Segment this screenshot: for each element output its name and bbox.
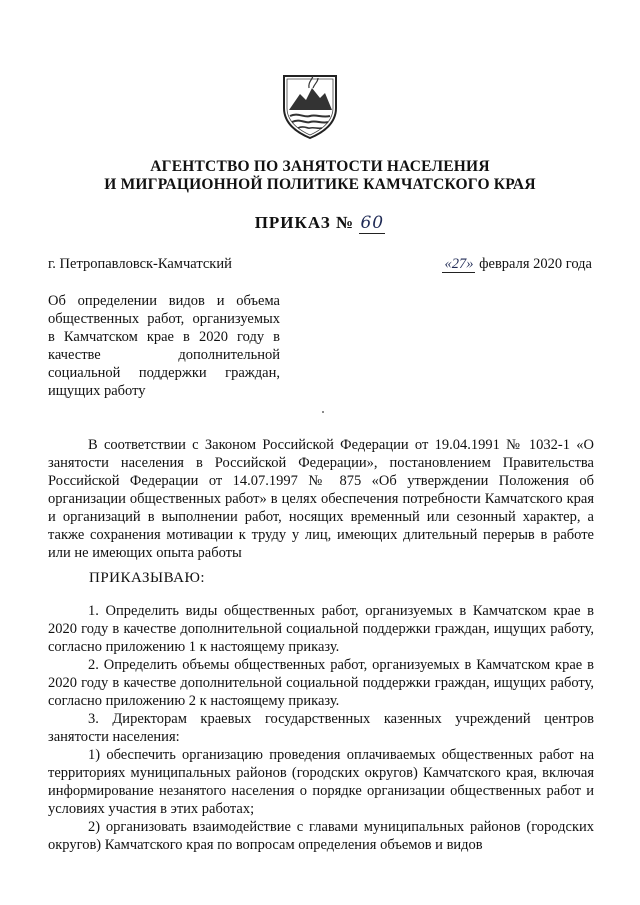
order-item-2: 2. Определить объемы общественных работ, организуемых в Камчатском крае в 2020 году в качестве дополнительной социальной поддержки граждан, ищущих работу, согласно приложению 2 к настоящему приказу.: [48, 657, 594, 709]
document-title: [0, 213, 640, 234]
document-date: [442, 256, 592, 273]
date-month-year: февраля 2020 года: [479, 256, 592, 272]
order-item-1: 1. Определить виды общественных работ, организуемых в Камчатском крае в 2020 году в качестве дополнительной социальной поддержки граждан, ищущих работу, согласно приложению 1 к настоящему приказу.: [48, 603, 594, 655]
order-item-3-2: 2) организовать взаимодействие с главами муниципальных районов (городских округов) Камчатского края по вопросам определения объемов и видов: [48, 819, 594, 853]
order-item-3: 3. Директорам краевых государственных казенных учреждений центров занятости населения:: [48, 711, 594, 745]
organization-name-line-1: АГЕНТСТВО ПО ЗАНЯТОСТИ НАСЕЛЕНИЯ: [150, 158, 490, 175]
order-directive-heading: ПРИКАЗЫВАЮ:: [89, 570, 206, 586]
document-subject: Об определении видов и объема общественных работ, организуемых в Камчатском крае в 2020 году в качестве дополнительной социальной поддержки граждан, ищущих работу: [48, 293, 280, 399]
organization-name-line-2: И МИГРАЦИОННОЙ ПОЛИТИКЕ КАМЧАТСКОГО КРАЯ: [104, 176, 536, 193]
date-day: «27»: [444, 256, 474, 272]
order-item-3-1: 1) обеспечить организацию проведения оплачиваемых общественных работ на территориях муниципальных районов (городских округов) Камчатского края, включая информирование незанятого населения о порядке организации общественных работ и условиях участия в этих работах;: [48, 747, 594, 817]
order-number: 60: [360, 213, 385, 233]
city: г. Петропавловск-Камчатский: [48, 256, 232, 272]
title-label: ПРИКАЗ №: [254, 213, 355, 232]
kamchatka-coat-of-arms-icon: [278, 70, 342, 140]
scan-speck: [322, 411, 324, 413]
preamble-paragraph: В соответствии с Законом Российской Федерации от 19.04.1991 № 1032-1 «О занятости населения в Российской Федерации», постановлением Правительства Российской Федерации от 14.07.1997 № 875 «Об утверждении Положения об организации общественных работ» в целях обеспечения потребности Камчатского края и организаций в выполнении работ, носящих временный или сезонный характер, а также сохранения мотивации к труду у лиц, имеющих длительный перерыв в работе или не имеющих опыта работы: [48, 437, 594, 561]
